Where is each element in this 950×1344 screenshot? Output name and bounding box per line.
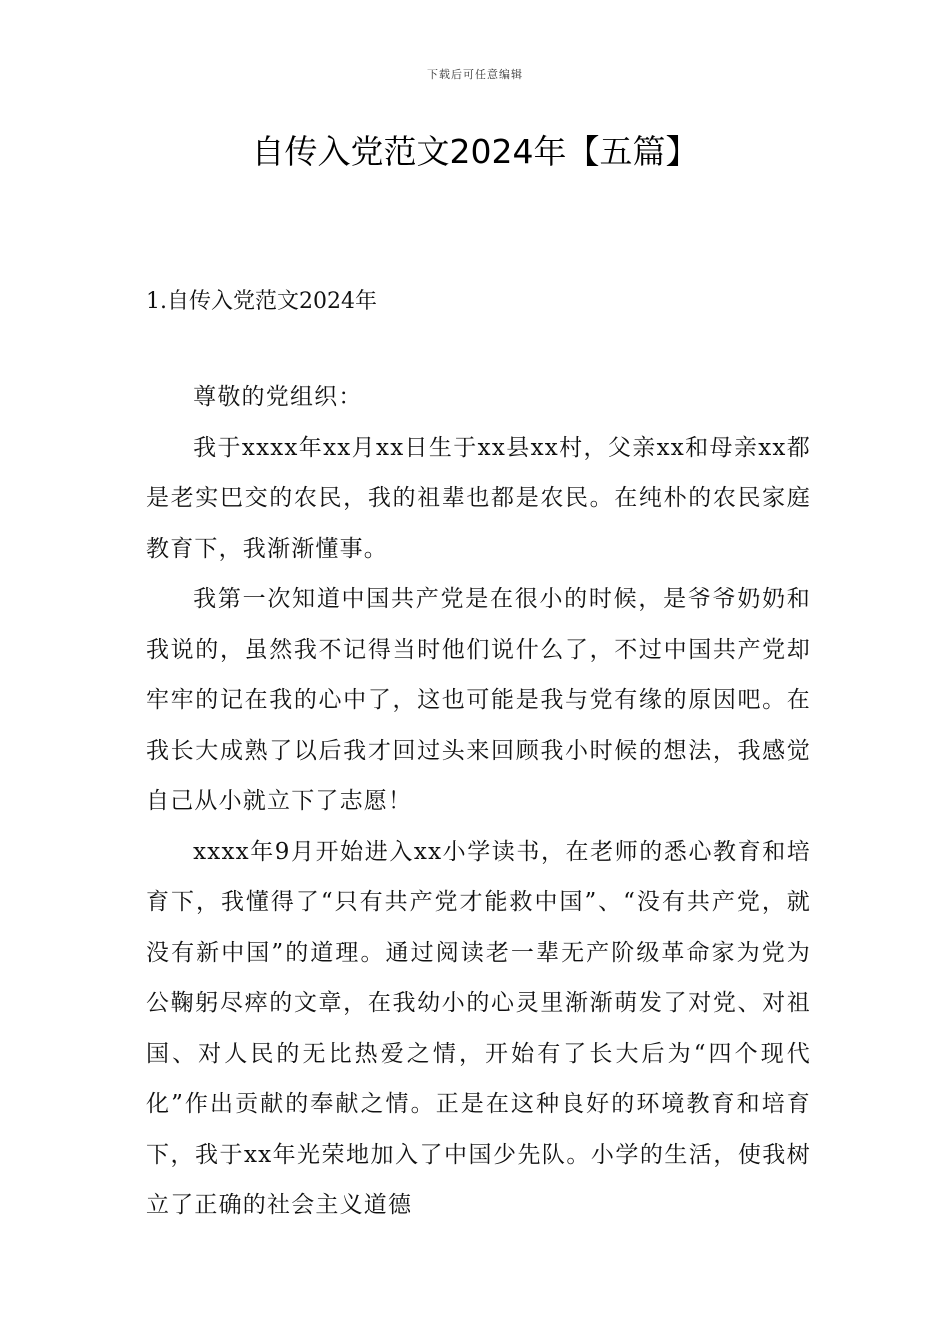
letter-body	[146, 372, 811, 1231]
section-heading: 1.自传入党范文2024年	[146, 289, 377, 314]
letter-paragraph: 我第一次知道中国共产党是在很小的时候，是爷爷奶奶和我说的，虽然我不记得当时他们说什么了，不过中国共产党却牢牢的记在我的心中了，这也可能是我与党有缘的原因吧。在我长大成熟了以后我才回过头来回顾我小时候的想法，我感觉自己从小就立下了志愿！	[146, 586, 811, 814]
header-note: 下载后可任意编辑	[427, 68, 523, 81]
letter-salutation: 尊敬的党组织：	[193, 384, 363, 410]
document-title: 自传入党范文2024年【五篇】	[251, 132, 699, 171]
letter-paragraph: xxxx年9月开始进入xx小学读书，在老师的悉心教育和培育下，我懂得了“只有共产党才能救中国”、“没有共产党，就没有新中国”的道理。通过阅读老一辈无产阶级革命家为党为公鞠躬尽瘁的文章，在我幼小的心灵里渐渐萌发了对党、对祖国、对人民的无比热爱之情，开始有了长大后为“四个现代化”作出贡献的奉献之情。正是在这种良好的环境教育和培育下，我于xx年光荣地加入了中国少先队。小学的生活，使我树立了正确的社会主义道德	[146, 838, 811, 1218]
letter-paragraph: 我于xxxx年xx月xx日生于xx县xx村，父亲xx和母亲xx都是老实巴交的农民，我的祖辈也都是农民。在纯朴的农民家庭教育下，我渐渐懂事。	[146, 434, 811, 562]
